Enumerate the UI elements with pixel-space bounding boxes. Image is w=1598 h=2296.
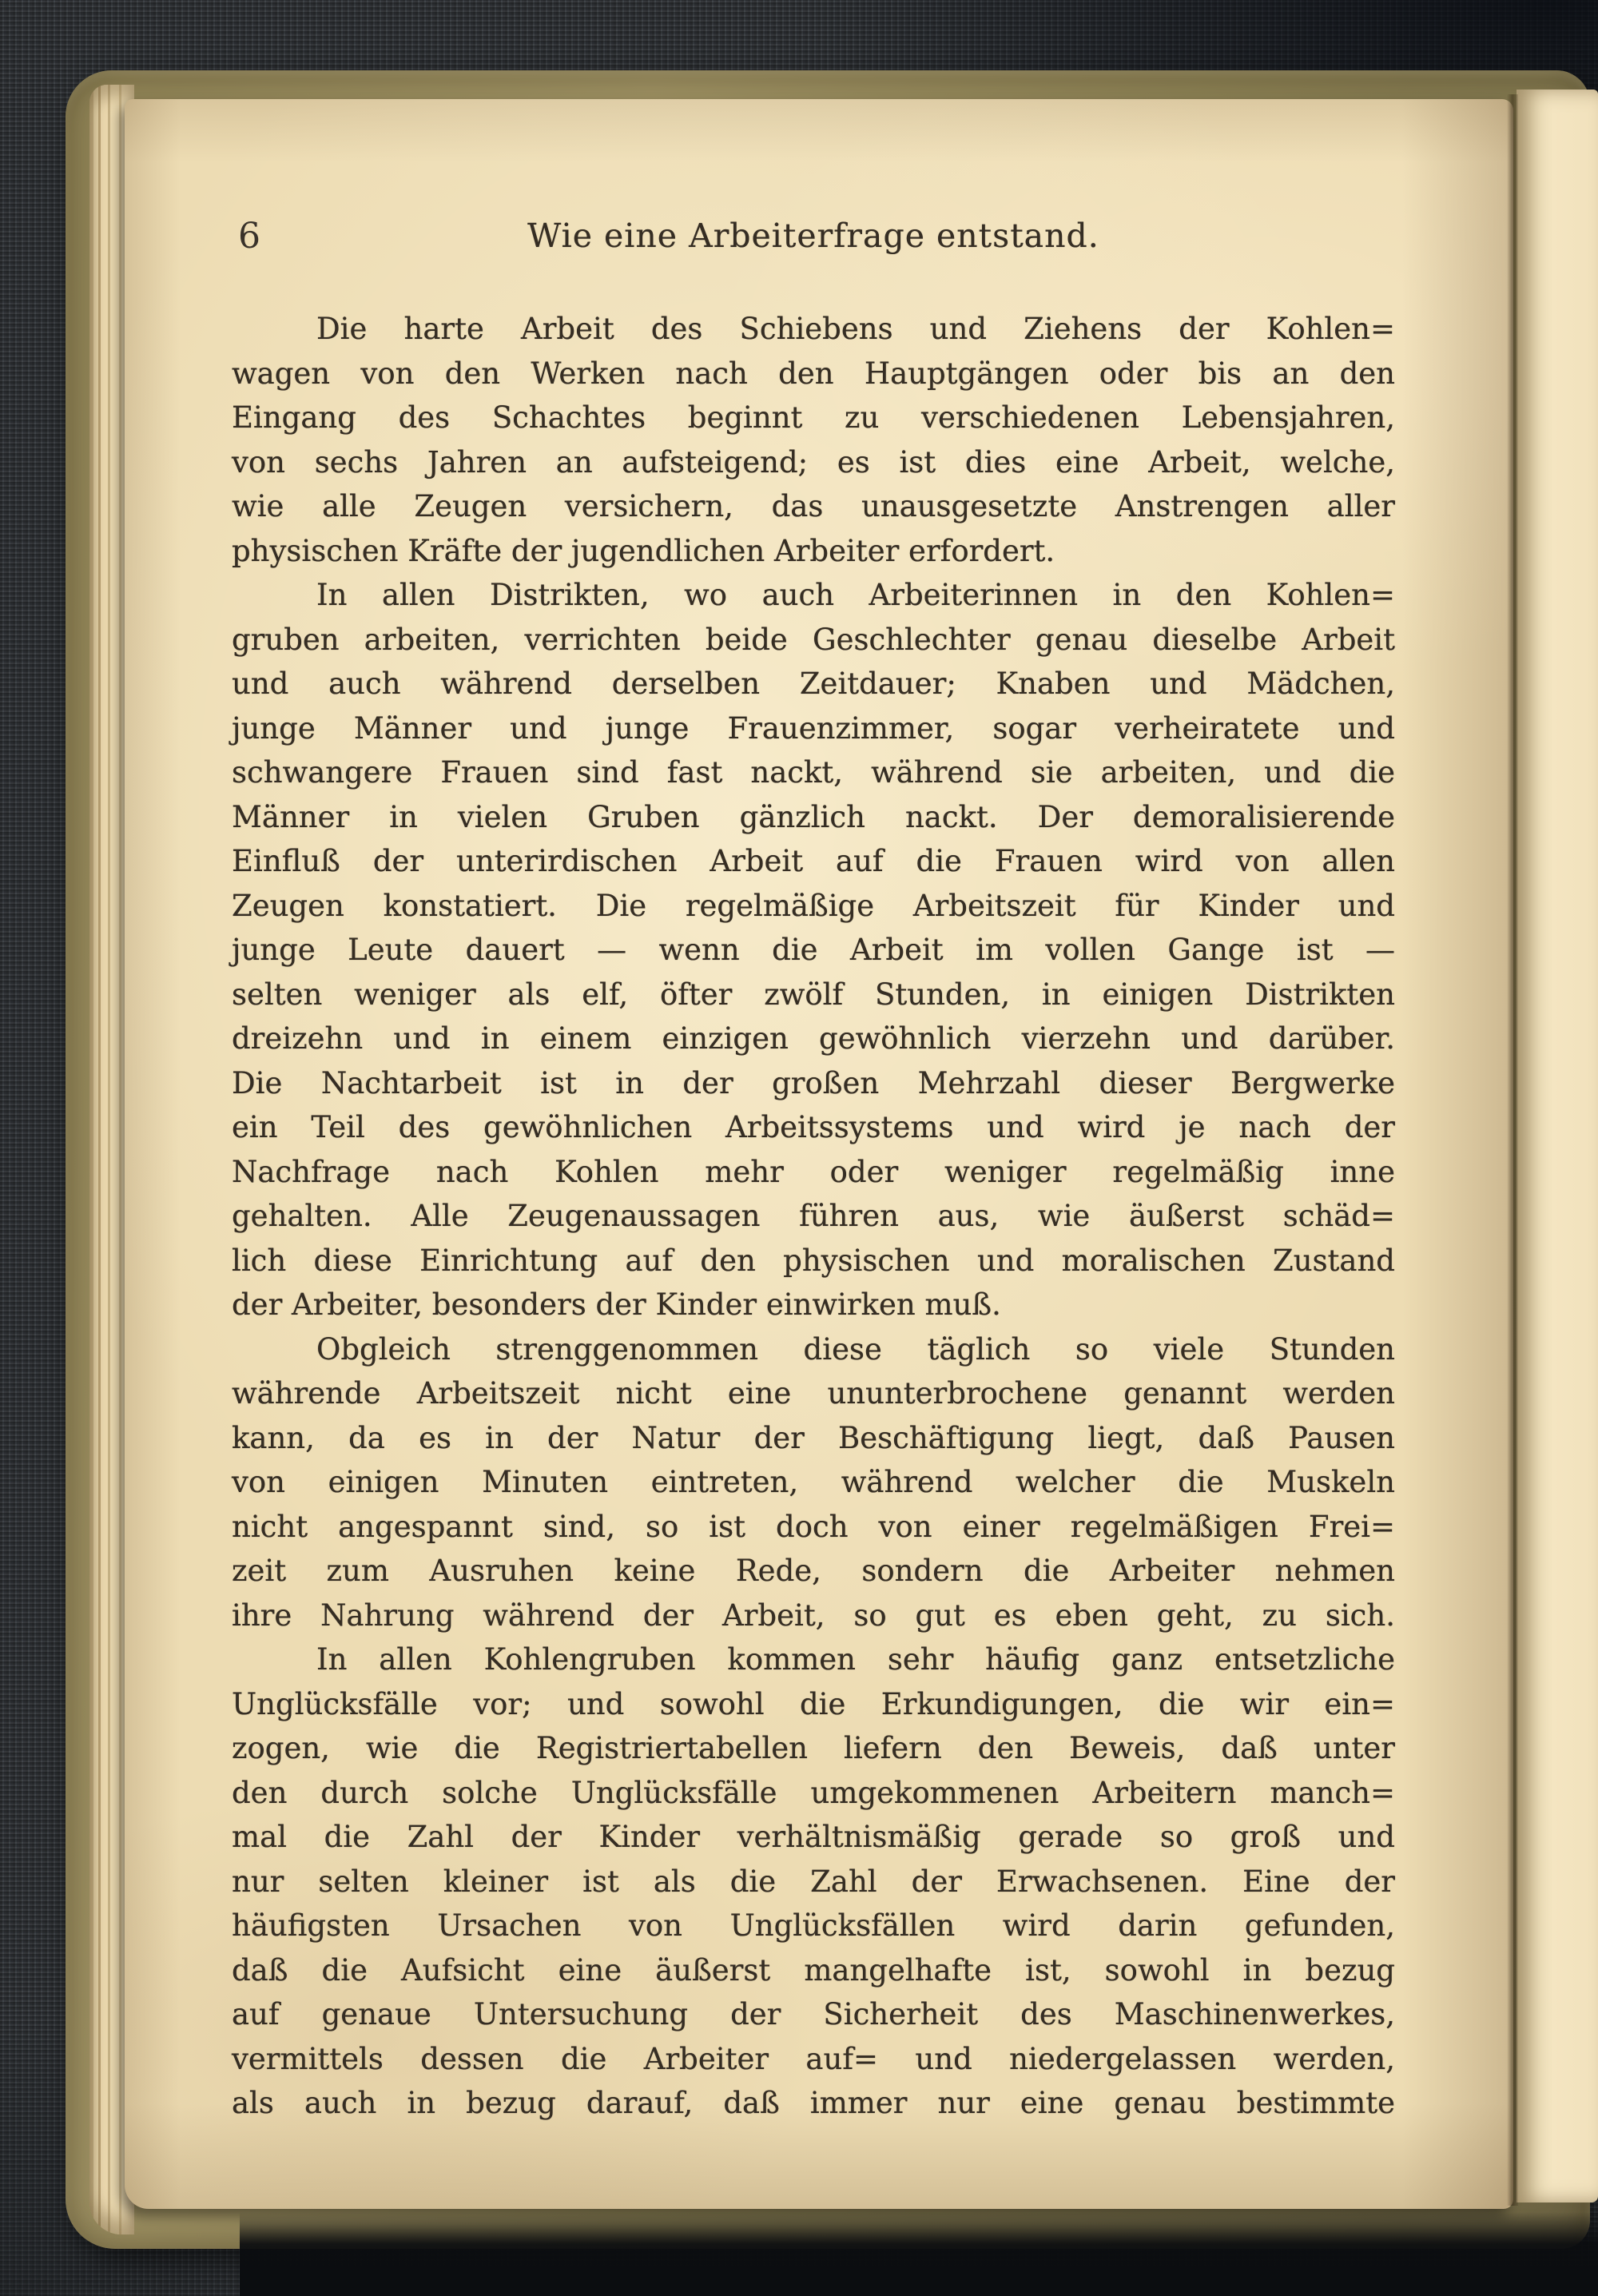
text-line: dreizehn und in einem einzigen gewöhnlich vierzehn und darüber. bbox=[232, 1021, 1395, 1056]
text-line: nicht angespannt sind, so ist doch von einer regelmäßigen Frei= bbox=[232, 1509, 1395, 1544]
text-line: mal die Zahl der Kinder verhältnismäßig gerade so groß und bbox=[232, 1820, 1395, 1854]
text-line: zogen, wie die Registriertabellen liefern den Beweis, daß unter bbox=[232, 1731, 1395, 1765]
gutter-shadow bbox=[1507, 94, 1518, 2206]
body-text bbox=[232, 307, 1395, 2126]
text-line: von sechs Jahren an aufsteigend; es ist dies eine Arbeit, welche, bbox=[232, 444, 1395, 479]
text-line: selten weniger als elf, öfter zwölf Stunden, in einigen Distrikten bbox=[232, 977, 1395, 1012]
photo-bottom-shadow bbox=[240, 2212, 1598, 2296]
text-line: ein Teil des gewöhnlichen Arbeitssystems und wird je nach der bbox=[232, 1110, 1395, 1144]
text-line: und auch während derselben Zeitdauer; Knaben und Mädchen, bbox=[232, 667, 1395, 701]
text-line: nur selten kleiner ist als die Zahl der Erwachsenen. Eine der bbox=[232, 1864, 1395, 1899]
facing-page-edge bbox=[1517, 90, 1598, 2202]
text-line: als auch in bezug darauf, daß immer nur eine genau bestimmte bbox=[232, 2086, 1395, 2120]
text-line: vermittels dessen die Arbeiter auf= und niedergelassen werden, bbox=[232, 2041, 1395, 2076]
text-line: zeit zum Ausruhen keine Rede, sondern die Arbeiter nehmen bbox=[232, 1554, 1395, 1588]
text-line: wagen von den Werken nach den Hauptgängen oder bis an den bbox=[232, 356, 1395, 391]
text-line: Obgleich strenggenommen diese täglich so viele Stunden bbox=[316, 1331, 1395, 1367]
text-line: der Arbeiter, besonders der Kinder einwirken muß. bbox=[232, 1287, 1001, 1322]
text-line: gehalten. Alle Zeugenaussagen führen aus, wie äußerst schäd= bbox=[232, 1199, 1395, 1233]
text-line: von einigen Minuten eintreten, während welcher die Muskeln bbox=[232, 1465, 1395, 1499]
text-line: In allen Kohlengruben kommen sehr häufig ganz entsetzliche bbox=[316, 1642, 1395, 1677]
text-line: Eingang des Schachtes beginnt zu verschiedenen Lebensjahren, bbox=[232, 400, 1395, 435]
text-line: Einfluß der unterirdischen Arbeit auf die Frauen wird von allen bbox=[232, 844, 1395, 878]
page-number: 6 bbox=[238, 216, 260, 257]
text-line: wie alle Zeugen versichern, das unausgesetzte Anstrengen aller bbox=[232, 489, 1395, 523]
text-line: Die harte Arbeit des Schiebens und Ziehens der Kohlen= bbox=[316, 312, 1395, 346]
text-line: Männer in vielen Gruben gänzlich nackt. Der demoralisierende bbox=[232, 799, 1395, 834]
text-line: ihre Nahrung während der Arbeit, so gut es eben geht, zu sich. bbox=[232, 1598, 1395, 1633]
text-line: häufigsten Ursachen von Unglücksfällen wird darin gefunden, bbox=[232, 1908, 1395, 1943]
text-line: den durch solche Unglücksfälle umgekommenen Arbeitern manch= bbox=[232, 1775, 1395, 1810]
text-line: auf genaue Untersuchung der Sicherheit des Maschinenwerkes, bbox=[232, 1997, 1395, 2031]
text-line: In allen Distrikten, wo auch Arbeiterinnen in den Kohlen= bbox=[316, 578, 1395, 612]
running-header: Wie eine Arbeiterfrage entstand. bbox=[527, 217, 1099, 255]
text-line: Zeugen konstatiert. Die regelmäßige Arbeitszeit für Kinder und bbox=[232, 888, 1395, 923]
text-line: physischen Kräfte der jugendlichen Arbeiter erfordert. bbox=[232, 533, 1055, 568]
text-line: daß die Aufsicht eine äußerst mangelhafte ist, sowohl in bezug bbox=[232, 1952, 1395, 1988]
text-line: Unglücksfälle vor; und sowohl die Erkundigungen, die wir ein= bbox=[232, 1686, 1395, 1721]
text-line: Die Nachtarbeit ist in der großen Mehrzahl dieser Bergwerke bbox=[232, 1065, 1395, 1100]
text-line: schwangere Frauen sind fast nackt, während sie arbeiten, und die bbox=[232, 755, 1395, 790]
text-line: junge Leute dauert — wenn die Arbeit im vollen Gange ist — bbox=[232, 933, 1395, 967]
text-line: lich diese Einrichtung auf den physischen und moralischen Zustand bbox=[232, 1243, 1395, 1278]
text-line: währende Arbeitszeit nicht eine ununterbrochene genannt werden bbox=[232, 1376, 1395, 1411]
text-line: kann, da es in der Natur der Beschäftigung liegt, daß Pausen bbox=[232, 1420, 1395, 1455]
text-line: junge Männer und junge Frauenzimmer, sogar verheiratete und bbox=[232, 710, 1395, 746]
text-line: gruben arbeiten, verrichten beide Geschlechter genau dieselbe Arbeit bbox=[232, 622, 1395, 657]
text-line: Nachfrage nach Kohlen mehr oder weniger regelmäßig inne bbox=[232, 1154, 1395, 1189]
